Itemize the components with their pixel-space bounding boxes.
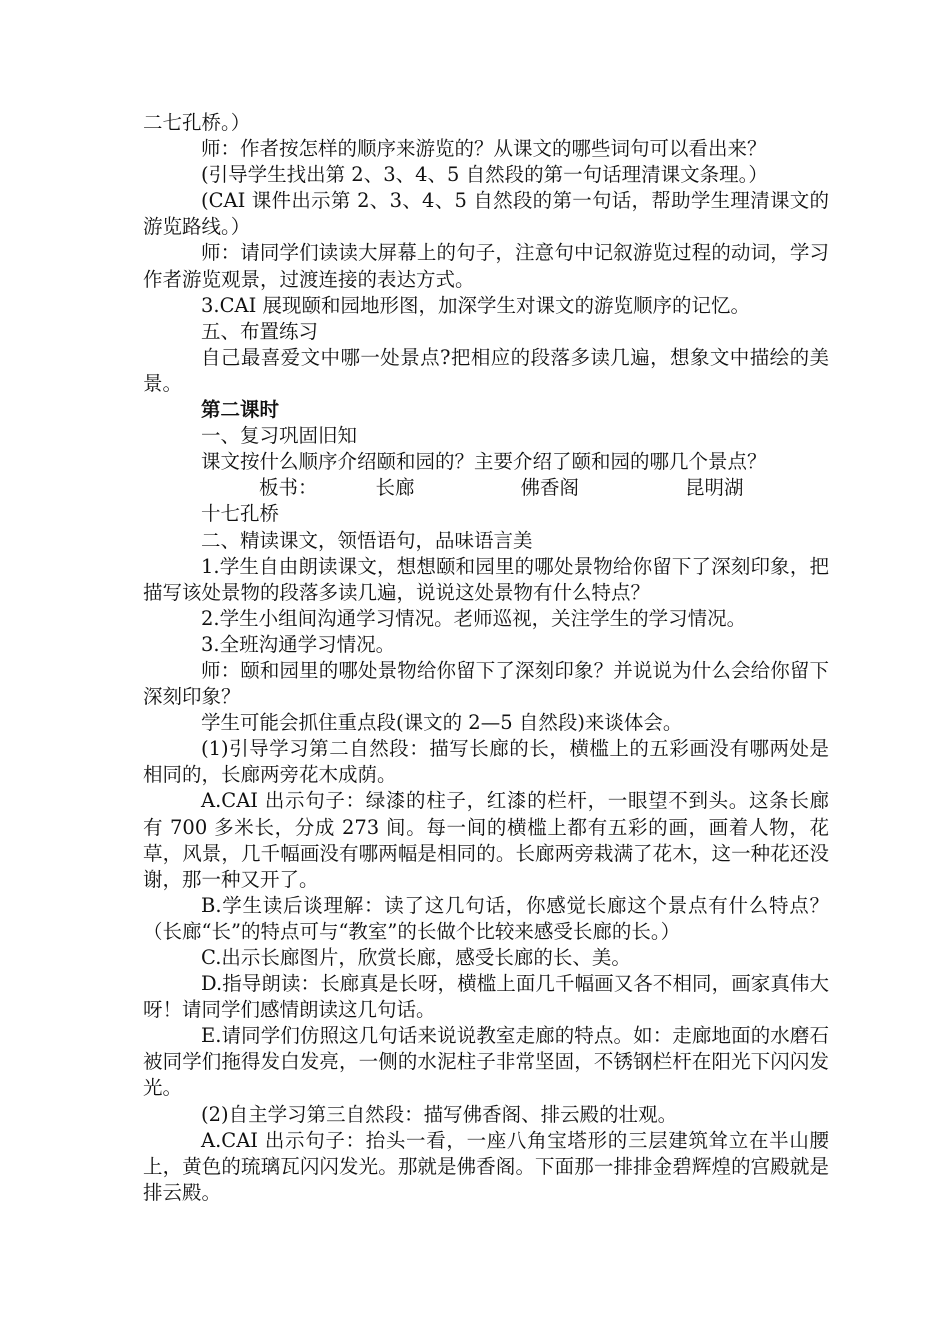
paragraph: 1.学生自由朗读课文，想想颐和园里的哪处景物给你留下了深刻印象，把描写该处景物的段落多读几遍，说说这处景物有什么特点？ <box>143 554 829 604</box>
paragraph: 师：作者按怎样的顺序来游览的？从课文的哪些词句可以看出来？ <box>201 137 767 161</box>
blackboard-notes <box>143 475 829 527</box>
paragraph: A.CAI 出示句子：抬头一看，一座八角宝塔形的三层建筑耸立在半山腰上，黄色的琉璃瓦闪闪发光。那就是佛香阁。下面那一排排金碧辉煌的宫殿就是排云殿。 <box>143 1128 829 1204</box>
board-item: 长廊 <box>375 476 415 500</box>
paragraph: 课文按什么顺序介绍颐和园的？主要介绍了颐和园的哪几个景点？ <box>201 450 767 474</box>
paragraph: (2)自主学习第三自然段：描写佛香阁、排云殿的壮观。 <box>201 1102 678 1126</box>
paragraph: C.出示长廊图片，欣赏长廊，感受长廊的长、美。 <box>201 946 631 969</box>
paragraph: 3.CAI 展现颐和园地形图，加深学生对课文的游览顺序的记忆。 <box>201 293 751 317</box>
section-heading: 一、复习巩固旧知 <box>201 424 358 448</box>
paragraph: 二七孔桥。） <box>143 111 251 134</box>
board-item: 昆明湖 <box>685 476 744 500</box>
board-label: 板书： <box>259 476 318 500</box>
paragraph: 师：颐和园里的哪处景物给你留下了深刻印象？并说说为什么会给你留下深刻印象？ <box>143 658 829 709</box>
paragraph: 2.学生小组间沟通学习情况。老师巡视，关注学生的学习情况。 <box>201 606 747 630</box>
board-item: 佛香阁 <box>520 476 580 500</box>
paragraph: (引导学生找出第 2、3、4、5 自然段的第一句话理清课文条理。） <box>201 163 768 187</box>
paragraph: 3.全班沟通学习情况。 <box>201 632 396 656</box>
paragraph: B.学生读后谈理解：读了这几句话，你感觉长廊这个景点有什么特点？（长廊“长”的特点可与“教室”的长做个比较来感受长廊的长。） <box>143 893 829 943</box>
paragraph: 自己最喜爱文中哪一处景点?把相应的段落多读几遍，想象文中描绘的美景。 <box>143 345 829 395</box>
paragraph: D.指导朗读：长廊真是长呀，横槛上面几千幅画又各不相同，画家真伟大呀！请同学们感情朗读这几句话。 <box>143 972 829 1022</box>
paragraph: 师：请同学们读读大屏幕上的句子，注意句中记叙游览过程的动词，学习作者游览观景，过渡连接的表达方式。 <box>143 241 829 291</box>
board-item: 十七孔桥 <box>201 502 280 526</box>
paragraph: (1)引导学习第二自然段：描写长廊的长，横槛上的五彩画没有哪两处是相同的，长廊两旁花木成荫。 <box>143 737 829 787</box>
paragraph: 学生可能会抓住重点段(课文的 2—5 自然段)来谈体会。 <box>201 711 683 735</box>
paragraph: E.请同学们仿照这几句话来说说教室走廊的特点。如：走廊地面的水磨石被同学们拖得发白发亮，一侧的水泥柱子非常坚固，不锈钢栏杆在阳光下闪闪发光。 <box>143 1024 829 1100</box>
section-heading: 二、精读课文，领悟语句，品味语言美 <box>201 528 533 552</box>
lesson-heading: 第二课时 <box>201 398 280 422</box>
document-body <box>143 110 829 1206</box>
section-heading: 五、布置练习 <box>201 319 319 343</box>
paragraph: (CAI 课件出示第 2、3、4、5 自然段的第一句话，帮助学生理清课文的游览路线。） <box>143 189 829 239</box>
paragraph: A.CAI 出示句子：绿漆的柱子，红漆的栏杆，一眼望不到头。这条长廊有 700 多米长，分成 273 间。每一间的横槛上都有五彩的画，画着人物，花草，风景，几千幅画没有哪两幅是相同的。长廊两旁栽满了花木，这一种花还没谢，那一种又开了。 <box>143 789 829 891</box>
